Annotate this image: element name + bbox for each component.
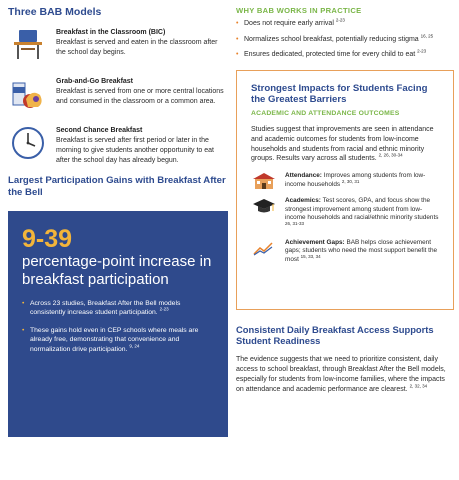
why-heading: WHY BAB WORKS IN PRACTICE <box>236 6 362 15</box>
why-item: • Does not require early arrival $^{2-23}$ <box>236 19 454 29</box>
model-description: Breakfast is served and eaten in the classroom after the school day begins. <box>56 39 218 56</box>
model-title: Second Chance Breakfast <box>56 127 143 134</box>
impact-box <box>236 70 454 310</box>
school-icon <box>251 172 277 190</box>
participation-stat-box <box>8 211 228 437</box>
impact-subtitle: ACADEMIC AND ATTENDANCE OUTCOMES <box>251 109 400 117</box>
impact-row-attendance: Attendance: Improves among students from low-income households $^{2, 30, 31}$ <box>251 172 441 190</box>
right-column <box>236 6 454 395</box>
why-item: • Ensures dedicated, protected time for every child to eat $^{2-23}$ <box>236 50 454 60</box>
model-description: Breakfast is served after first period or later in the morning to give students another opportunity to eat after the school day has already begun. <box>56 137 214 164</box>
gains-heading: Largest Participation Gains with Breakfast After the Bell <box>8 175 226 198</box>
model-grab-and-go <box>8 77 228 117</box>
stat-number: 9-39 <box>22 225 73 253</box>
left-column <box>8 6 228 437</box>
trend-chart-icon <box>251 239 277 265</box>
model-title: Breakfast in the Classroom (BIC) <box>56 29 166 36</box>
impact-row-achievement-gaps: Achievement Gaps: BAB helps close achievement gaps; students who need the most support benefit the most $^{15, 33, 34}$ <box>251 239 441 265</box>
stat-bullets <box>22 299 214 354</box>
model-second-chance <box>8 126 228 166</box>
models-heading: Three BAB Models <box>8 6 102 18</box>
impact-title: Strongest Impacts for Students Facing the Greatest Barriers <box>251 82 428 106</box>
model-title: Grab-and-Go Breakfast <box>56 78 134 85</box>
model-description: Breakfast is served from one or more central locations and consumed in the classroom or a common area. <box>56 88 224 105</box>
grab-and-go-icon <box>8 77 48 117</box>
stat-bullet: • Across 23 studies, Breakfast After the Bell models consistently increase student participation. $^{2-23}$ <box>22 299 214 318</box>
why-item: • Normalizes school breakfast, potentially reducing stigma $^{16, 25}$ <box>236 35 454 45</box>
model-bic <box>8 28 228 68</box>
impact-body: Studies suggest that improvements are seen in attendance and academic outcomes for students from low-income households and students from racial and ethnic minority groups. Results vary across all students. $^{2, 26, 30-34}$ <box>251 125 434 163</box>
stat-bullet: • These gains hold even in CEP schools where meals are already free, demonstrating that convenience and normalization drive participation. $^{9, 24}$ <box>22 326 214 354</box>
stat-caption: percentage-point increase in breakfast participation <box>22 253 212 288</box>
why-list <box>236 19 454 60</box>
consistent-body: The evidence suggests that we need to prioritize consistent, daily access to school breakfast, through Breakfast After the Bell models, especially for students from low-income families, where the impacts on attendance and academic performance are clearest. $^{2, 32, 34}$ <box>236 355 446 393</box>
clock-icon <box>8 126 48 166</box>
impact-row-academics: Academics: Test scores, GPA, and focus show the strongest improvement among student from low-income households and racial/ethnic minority students $^{26, 31-33}$ <box>251 197 441 231</box>
desk-icon <box>8 28 48 68</box>
consistent-heading: Consistent Daily Breakfast Access Supports Student Readiness <box>236 323 434 347</box>
graduation-cap-icon <box>251 197 277 231</box>
